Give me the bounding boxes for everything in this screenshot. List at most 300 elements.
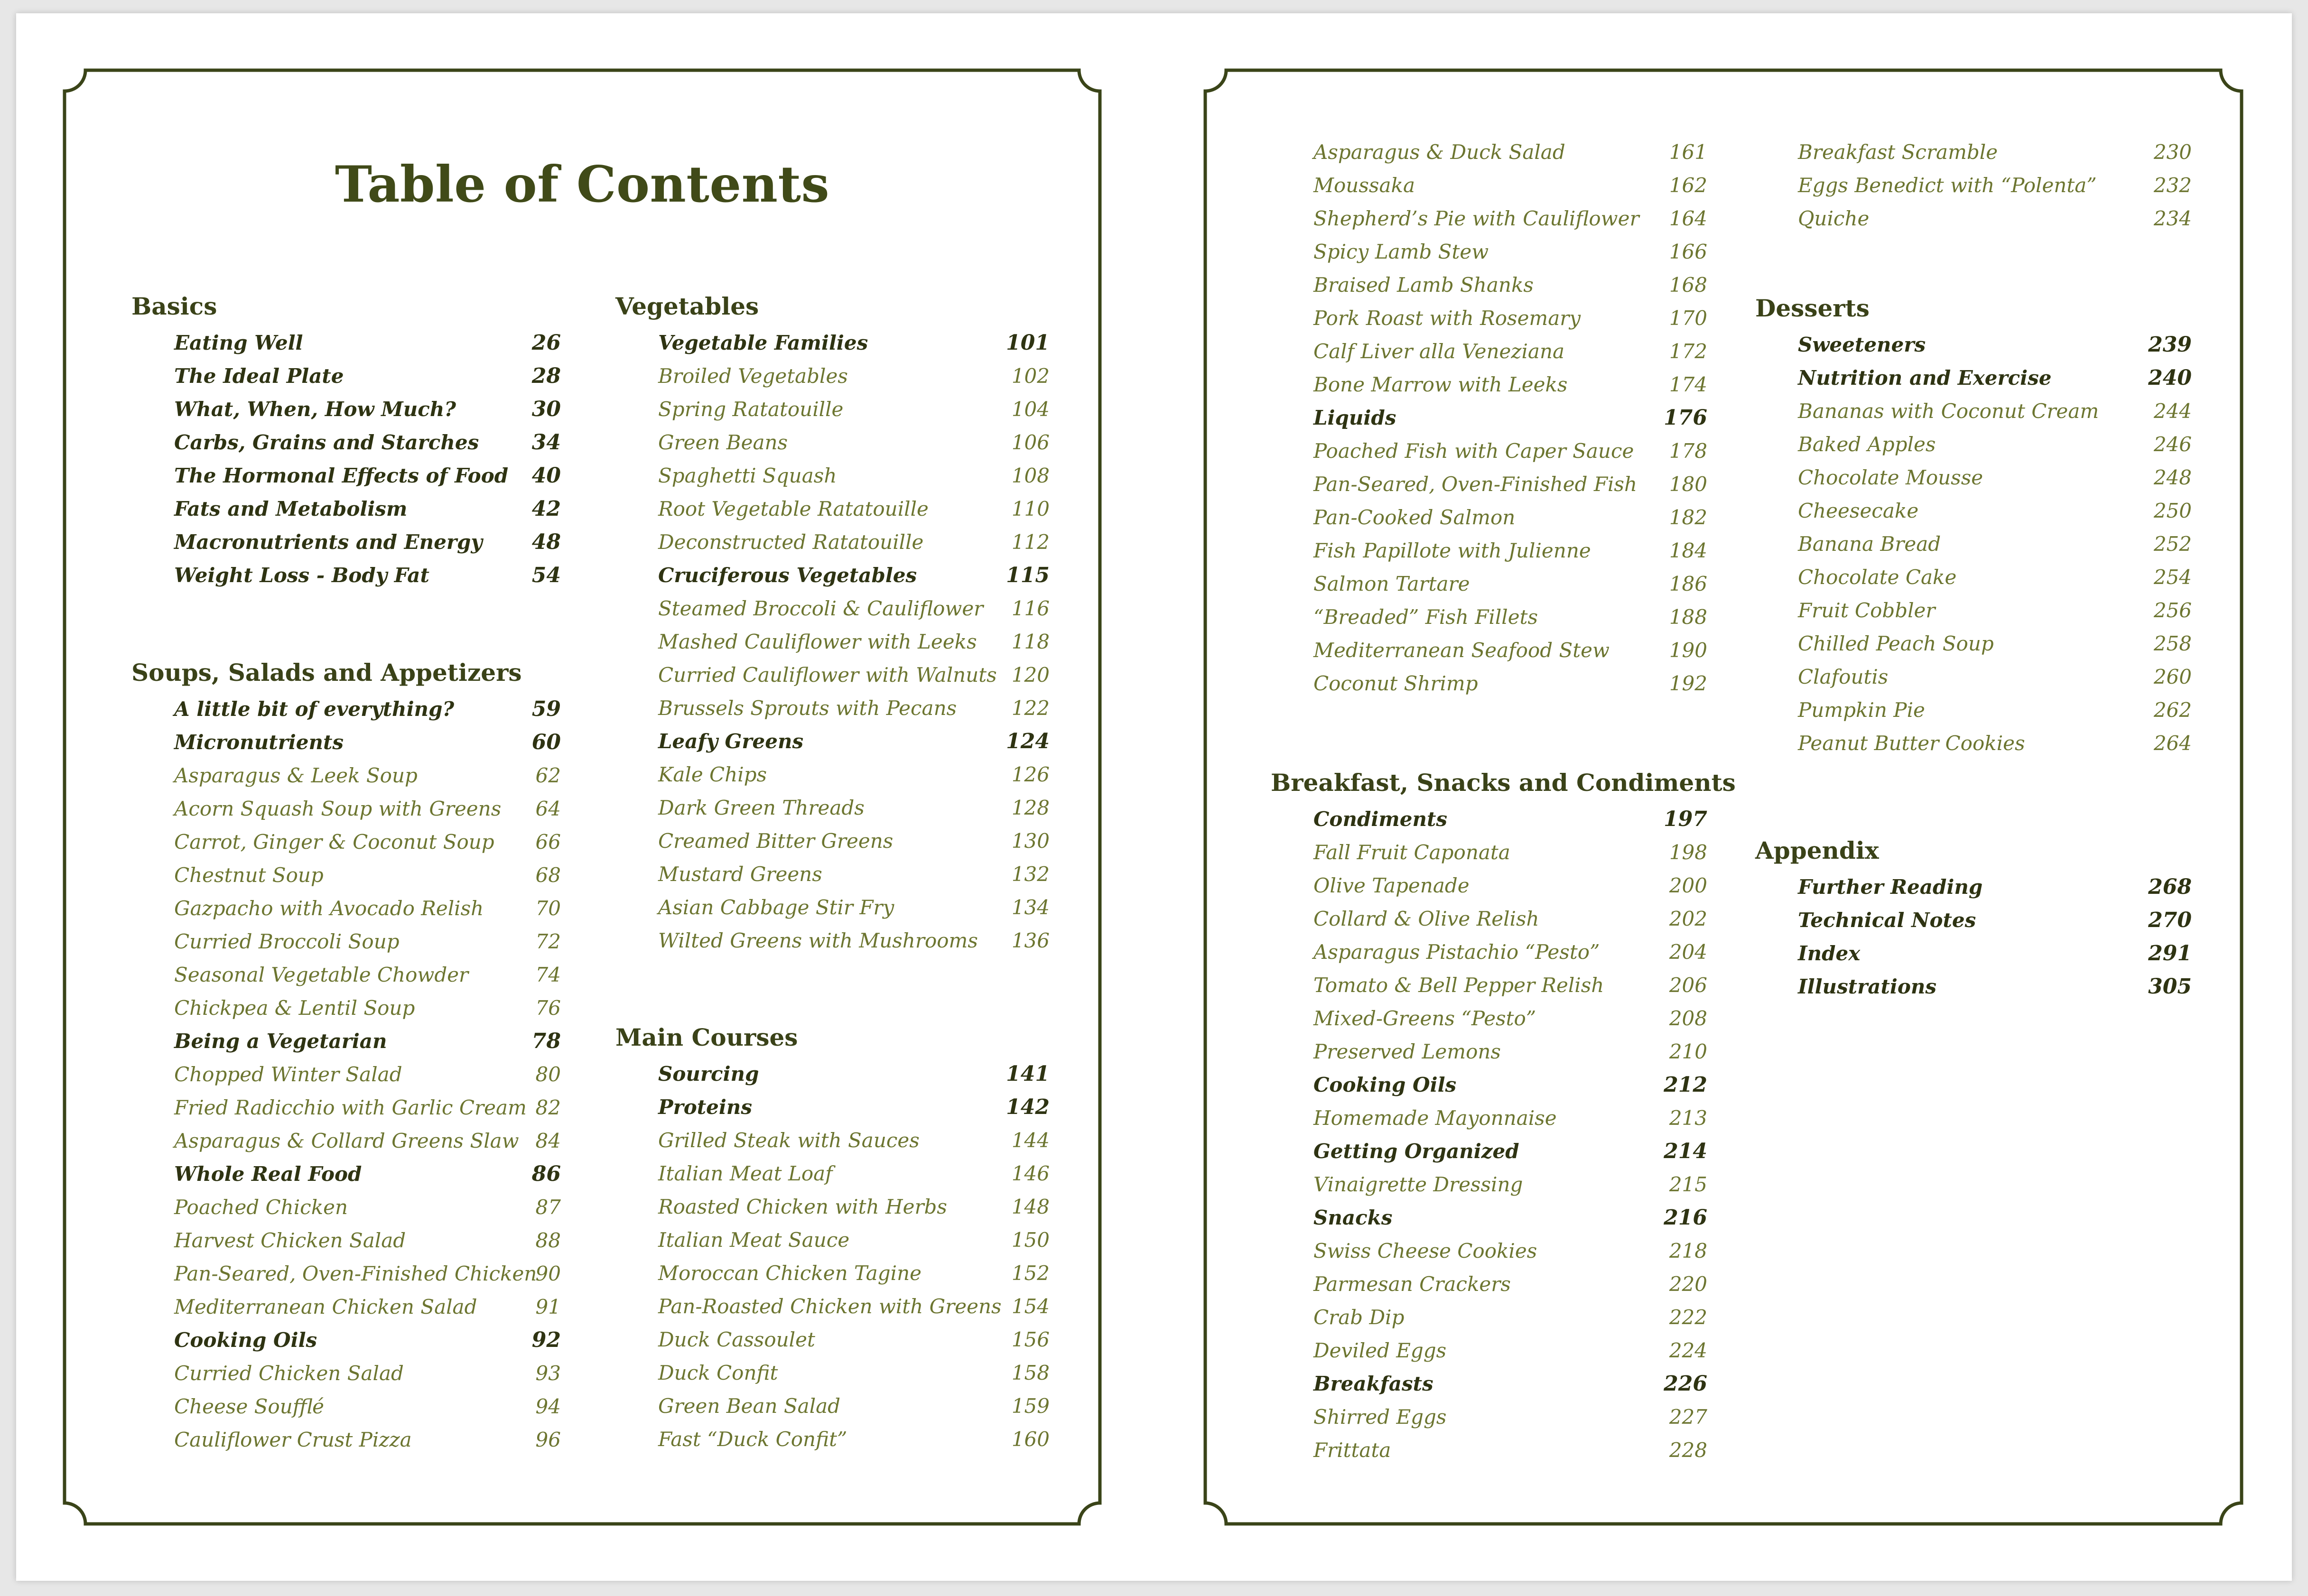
entry-page-number: 160 bbox=[1011, 1428, 1050, 1451]
toc-entry[interactable] bbox=[1271, 902, 1707, 936]
entry-page-number: 70 bbox=[535, 897, 561, 920]
toc-entry[interactable] bbox=[1755, 461, 2192, 494]
entry-page-number: 48 bbox=[531, 530, 561, 554]
toc-subheading-entry[interactable] bbox=[1271, 1201, 1707, 1234]
entry-page-number: 192 bbox=[1669, 672, 1707, 695]
toc-entry[interactable] bbox=[1755, 627, 2192, 660]
toc-entry[interactable] bbox=[1271, 1334, 1707, 1367]
toc-entry[interactable] bbox=[1271, 1234, 1707, 1268]
entry-title: Shirred Eggs bbox=[1313, 1405, 1447, 1429]
entry-title: Fats and Metabolism bbox=[174, 497, 408, 520]
toc-column-2 bbox=[615, 13, 1050, 1581]
toc-subheading-entry[interactable] bbox=[615, 1058, 1050, 1091]
toc-entry[interactable] bbox=[1271, 501, 1707, 534]
entry-page-number: 186 bbox=[1669, 572, 1707, 595]
toc-entry[interactable] bbox=[1271, 667, 1707, 700]
toc-entry[interactable] bbox=[615, 1224, 1050, 1257]
entry-page-number: 164 bbox=[1669, 207, 1707, 230]
entry-title: Illustrations bbox=[1798, 975, 1937, 998]
entry-title: Crab Dip bbox=[1313, 1306, 1405, 1329]
entry-title: Root Vegetable Ratatouille bbox=[658, 497, 929, 520]
toc-entry[interactable] bbox=[615, 924, 1050, 957]
entry-title: Breakfasts bbox=[1313, 1372, 1433, 1395]
entry-page-number: 232 bbox=[2153, 174, 2192, 197]
toc-entry[interactable] bbox=[1271, 202, 1707, 235]
toc-entry[interactable] bbox=[1271, 302, 1707, 335]
toc-entry[interactable] bbox=[615, 692, 1050, 725]
entry-page-number: 128 bbox=[1011, 796, 1050, 819]
toc-subheading-entry[interactable] bbox=[1755, 362, 2192, 395]
entry-page-number: 59 bbox=[531, 697, 561, 721]
entry-page-number: 214 bbox=[1664, 1139, 1707, 1163]
toc-entry[interactable] bbox=[615, 592, 1050, 625]
toc-subheading-entry[interactable] bbox=[131, 693, 561, 726]
entry-title: Vegetable Families bbox=[658, 331, 868, 354]
entry-title: Carrot, Ginger & Coconut Soup bbox=[174, 830, 494, 854]
entry-title: Chocolate Mousse bbox=[1798, 466, 1983, 489]
entry-title: Chocolate Cake bbox=[1798, 566, 1957, 589]
toc-entry[interactable] bbox=[131, 958, 561, 992]
toc-entry[interactable] bbox=[615, 1323, 1050, 1356]
entry-page-number: 118 bbox=[1011, 630, 1050, 653]
toc-subheading-entry[interactable] bbox=[131, 326, 561, 360]
entry-title: Curried Cauliflower with Walnuts bbox=[658, 663, 997, 687]
toc-entry[interactable] bbox=[615, 891, 1050, 924]
section-heading: Soups, Salads and Appetizers bbox=[131, 659, 522, 687]
entry-title: Asparagus & Collard Greens Slaw bbox=[174, 1129, 519, 1152]
entry-title: Curried Chicken Salad bbox=[174, 1362, 404, 1385]
entry-title: Gazpacho with Avocado Relish bbox=[174, 897, 484, 920]
toc-entry[interactable] bbox=[1271, 969, 1707, 1002]
toc-entry[interactable] bbox=[1271, 1102, 1707, 1135]
entry-title: Mashed Cauliflower with Leeks bbox=[658, 630, 977, 653]
entry-title: Chickpea & Lentil Soup bbox=[174, 996, 415, 1020]
toc-entry[interactable] bbox=[1271, 869, 1707, 902]
entry-page-number: 202 bbox=[1669, 907, 1707, 930]
entry-page-number: 93 bbox=[535, 1362, 561, 1385]
entry-title: Pan-Cooked Salmon bbox=[1313, 506, 1516, 529]
entry-page-number: 264 bbox=[2153, 732, 2192, 755]
entry-title: Green Beans bbox=[658, 431, 788, 454]
toc-entry[interactable] bbox=[1755, 428, 2192, 461]
toc-entry[interactable] bbox=[131, 1191, 561, 1224]
entry-title: Fast “Duck Confit” bbox=[658, 1428, 847, 1451]
toc-subheading-entry[interactable] bbox=[1755, 937, 2192, 970]
toc-entry[interactable] bbox=[131, 992, 561, 1025]
entry-title: “Breaded” Fish Fillets bbox=[1313, 605, 1538, 629]
toc-entry[interactable] bbox=[131, 892, 561, 925]
entry-page-number: 270 bbox=[2148, 908, 2192, 932]
entry-page-number: 40 bbox=[531, 464, 561, 488]
toc-entry[interactable] bbox=[615, 1157, 1050, 1190]
entry-title: Mediterranean Chicken Salad bbox=[174, 1295, 477, 1318]
entry-page-number: 60 bbox=[531, 730, 561, 754]
toc-subheading-entry[interactable] bbox=[1271, 1135, 1707, 1168]
toc-subheading-entry[interactable] bbox=[1755, 328, 2192, 362]
toc-subheading-entry[interactable] bbox=[131, 1158, 561, 1191]
entry-page-number: 152 bbox=[1011, 1262, 1050, 1285]
entry-title: Olive Tapenade bbox=[1313, 874, 1470, 897]
entry-title: Kale Chips bbox=[658, 763, 767, 786]
entry-title: Banana Bread bbox=[1798, 532, 1941, 556]
entry-page-number: 42 bbox=[531, 497, 561, 521]
entry-title: Fried Radicchio with Garlic Cream bbox=[174, 1096, 527, 1119]
entry-page-number: 142 bbox=[1006, 1095, 1050, 1119]
entry-title: Asparagus & Leek Soup bbox=[174, 764, 418, 787]
toc-entry[interactable] bbox=[1271, 269, 1707, 302]
toc-subheading-entry[interactable] bbox=[1755, 970, 2192, 1003]
entry-title: Fruit Cobbler bbox=[1798, 599, 1936, 622]
toc-entry[interactable] bbox=[1271, 235, 1707, 269]
entry-title: Bone Marrow with Leeks bbox=[1313, 373, 1568, 396]
toc-entry[interactable] bbox=[1271, 1002, 1707, 1035]
entry-page-number: 200 bbox=[1669, 874, 1707, 897]
toc-entry[interactable] bbox=[615, 526, 1050, 559]
entry-title: Coconut Shrimp bbox=[1313, 672, 1478, 695]
entry-page-number: 84 bbox=[535, 1129, 561, 1152]
entry-page-number: 252 bbox=[2153, 532, 2192, 556]
toc-section bbox=[1755, 136, 2192, 235]
toc-entry[interactable] bbox=[1271, 836, 1707, 869]
toc-entry[interactable] bbox=[131, 1058, 561, 1091]
entry-title: Pumpkin Pie bbox=[1798, 698, 1925, 722]
toc-entry[interactable] bbox=[131, 792, 561, 826]
entry-title: Cooking Oils bbox=[174, 1328, 317, 1352]
toc-entry[interactable] bbox=[1271, 1268, 1707, 1301]
entry-title: Sourcing bbox=[658, 1062, 759, 1086]
toc-entry[interactable] bbox=[615, 1356, 1050, 1390]
toc-entry[interactable] bbox=[1755, 660, 2192, 694]
toc-entry[interactable] bbox=[1755, 169, 2192, 202]
entry-page-number: 176 bbox=[1664, 406, 1707, 430]
entry-title: Deviled Eggs bbox=[1313, 1339, 1447, 1362]
toc-entry[interactable] bbox=[131, 925, 561, 958]
toc-entry[interactable] bbox=[615, 1257, 1050, 1290]
entry-title: A little bit of everything? bbox=[174, 697, 455, 721]
toc-entry[interactable] bbox=[1755, 202, 2192, 235]
toc-subheading-entry[interactable] bbox=[131, 1025, 561, 1058]
toc-entry[interactable] bbox=[1271, 601, 1707, 634]
entry-page-number: 190 bbox=[1669, 639, 1707, 662]
section-heading: Appendix bbox=[1755, 836, 1879, 864]
entry-page-number: 166 bbox=[1669, 240, 1707, 263]
entry-page-number: 91 bbox=[535, 1295, 561, 1318]
section-heading: Breakfast, Snacks and Condiments bbox=[1271, 769, 1736, 797]
toc-subheading-entry[interactable] bbox=[615, 725, 1050, 758]
entry-title: Collard & Olive Relish bbox=[1313, 907, 1539, 930]
toc-subheading-entry[interactable] bbox=[131, 726, 561, 759]
book-spread bbox=[16, 13, 2292, 1581]
toc-entry[interactable] bbox=[1271, 1168, 1707, 1201]
entry-page-number: 156 bbox=[1011, 1328, 1050, 1351]
entry-title: Parmesan Crackers bbox=[1313, 1272, 1511, 1296]
entry-page-number: 218 bbox=[1669, 1239, 1707, 1262]
entry-title: Acorn Squash Soup with Greens bbox=[174, 797, 502, 820]
entry-page-number: 28 bbox=[531, 364, 561, 388]
entry-page-number: 120 bbox=[1011, 663, 1050, 687]
entry-page-number: 124 bbox=[1006, 729, 1050, 753]
toc-entry[interactable] bbox=[131, 1091, 561, 1124]
toc-section bbox=[1755, 288, 2192, 760]
toc-entry[interactable] bbox=[1271, 634, 1707, 667]
toc-entry[interactable] bbox=[615, 492, 1050, 526]
toc-entry[interactable] bbox=[131, 1423, 561, 1457]
toc-entry[interactable] bbox=[1755, 694, 2192, 727]
toc-entry[interactable] bbox=[131, 759, 561, 792]
entry-page-number: 159 bbox=[1011, 1394, 1050, 1418]
entry-page-number: 82 bbox=[535, 1096, 561, 1119]
entry-title: Baked Apples bbox=[1798, 433, 1936, 456]
entry-page-number: 213 bbox=[1669, 1106, 1707, 1130]
entry-page-number: 96 bbox=[535, 1428, 561, 1451]
toc-column-4 bbox=[1755, 13, 2192, 1581]
toc-entry[interactable] bbox=[615, 625, 1050, 659]
toc-entry[interactable] bbox=[131, 1390, 561, 1423]
entry-title: Macronutrients and Energy bbox=[174, 530, 483, 554]
toc-entry[interactable] bbox=[1271, 1301, 1707, 1334]
entry-page-number: 144 bbox=[1011, 1129, 1050, 1152]
toc-subheading-entry[interactable] bbox=[1271, 401, 1707, 435]
toc-subheading-entry[interactable] bbox=[131, 360, 561, 393]
toc-entry[interactable] bbox=[131, 1357, 561, 1390]
entry-title: Creamed Bitter Greens bbox=[658, 829, 893, 853]
entry-page-number: 250 bbox=[2153, 499, 2192, 522]
entry-page-number: 92 bbox=[531, 1328, 561, 1352]
toc-entry[interactable] bbox=[1271, 534, 1707, 567]
entry-title: Chopped Winter Salad bbox=[174, 1063, 402, 1086]
entry-title: Fish Papillote with Julienne bbox=[1313, 539, 1591, 562]
toc-entry[interactable] bbox=[1755, 561, 2192, 594]
entry-page-number: 180 bbox=[1669, 473, 1707, 496]
toc-subheading-entry[interactable] bbox=[615, 326, 1050, 360]
entry-title: Carbs, Grains and Starches bbox=[174, 431, 479, 454]
entry-page-number: 108 bbox=[1011, 464, 1050, 487]
entry-page-number: 258 bbox=[2153, 632, 2192, 655]
entry-page-number: 161 bbox=[1669, 140, 1707, 164]
entry-page-number: 170 bbox=[1669, 306, 1707, 330]
toc-subheading-entry[interactable] bbox=[131, 492, 561, 526]
entry-page-number: 262 bbox=[2153, 698, 2192, 722]
toc-subheading-entry[interactable] bbox=[131, 459, 561, 492]
entry-page-number: 174 bbox=[1669, 373, 1707, 396]
entry-page-number: 141 bbox=[1006, 1062, 1050, 1086]
entry-page-number: 104 bbox=[1011, 398, 1050, 421]
toc-entry[interactable] bbox=[1271, 335, 1707, 368]
entry-title: Whole Real Food bbox=[174, 1162, 362, 1186]
toc-entry[interactable] bbox=[1271, 1401, 1707, 1434]
entry-page-number: 80 bbox=[535, 1063, 561, 1086]
section-heading: Main Courses bbox=[615, 1023, 798, 1051]
toc-entry[interactable] bbox=[615, 858, 1050, 891]
toc-subheading-entry[interactable] bbox=[615, 559, 1050, 592]
entry-title: Sweeteners bbox=[1798, 333, 1926, 356]
entry-page-number: 68 bbox=[535, 863, 561, 887]
toc-entry[interactable] bbox=[131, 826, 561, 859]
entry-title: Cheese Soufflé bbox=[174, 1395, 325, 1418]
entry-page-number: 86 bbox=[531, 1162, 561, 1186]
entry-page-number: 162 bbox=[1669, 174, 1707, 197]
entry-title: Curried Broccoli Soup bbox=[174, 930, 400, 953]
toc-entry[interactable] bbox=[615, 1124, 1050, 1157]
entry-title: Asparagus & Duck Salad bbox=[1313, 140, 1565, 164]
toc-subheading-entry[interactable] bbox=[1271, 1367, 1707, 1401]
toc-entry[interactable] bbox=[615, 1390, 1050, 1423]
entry-title: Getting Organized bbox=[1313, 1140, 1519, 1163]
toc-entry[interactable] bbox=[615, 825, 1050, 858]
toc-entry[interactable] bbox=[131, 1224, 561, 1257]
entry-title: Cooking Oils bbox=[1313, 1073, 1457, 1096]
toc-subheading-entry[interactable] bbox=[1271, 803, 1707, 836]
entry-title: Peanut Butter Cookies bbox=[1798, 732, 2025, 755]
section-heading: Basics bbox=[131, 292, 217, 320]
entry-title: Homemade Mayonnaise bbox=[1313, 1106, 1557, 1130]
entry-page-number: 305 bbox=[2148, 974, 2192, 999]
entry-title: Snacks bbox=[1313, 1206, 1393, 1229]
toc-entry[interactable] bbox=[1271, 1434, 1707, 1467]
entry-title: Micronutrients bbox=[174, 731, 344, 754]
entry-page-number: 101 bbox=[1006, 331, 1050, 355]
entry-page-number: 148 bbox=[1011, 1195, 1050, 1218]
toc-entry[interactable] bbox=[615, 758, 1050, 791]
entry-title: Roasted Chicken with Herbs bbox=[658, 1195, 947, 1218]
toc-entry[interactable] bbox=[1271, 936, 1707, 969]
toc-subheading-entry[interactable] bbox=[615, 1091, 1050, 1124]
entry-title: Breakfast Scramble bbox=[1798, 140, 1998, 164]
entry-page-number: 146 bbox=[1011, 1162, 1050, 1185]
entry-page-number: 222 bbox=[1669, 1306, 1707, 1329]
entry-title: Fall Fruit Caponata bbox=[1313, 841, 1510, 864]
toc-entry[interactable] bbox=[1271, 368, 1707, 401]
toc-subheading-entry[interactable] bbox=[1755, 871, 2192, 904]
entry-title: Liquids bbox=[1313, 406, 1396, 429]
toc-section bbox=[1271, 136, 1707, 700]
entry-page-number: 30 bbox=[531, 397, 561, 421]
entry-title: Eating Well bbox=[174, 331, 303, 354]
toc-entry[interactable] bbox=[1271, 435, 1707, 468]
entry-page-number: 102 bbox=[1011, 364, 1050, 388]
entry-page-number: 115 bbox=[1006, 563, 1050, 587]
entry-title: Spaghetti Squash bbox=[658, 464, 837, 487]
toc-subheading-entry[interactable] bbox=[131, 426, 561, 459]
entry-page-number: 154 bbox=[1011, 1295, 1050, 1318]
toc-entry[interactable] bbox=[131, 1290, 561, 1324]
entry-title: Tomato & Bell Pepper Relish bbox=[1313, 974, 1604, 997]
entry-page-number: 268 bbox=[2148, 875, 2192, 899]
toc-entry[interactable] bbox=[1755, 528, 2192, 561]
toc-subheading-entry[interactable] bbox=[1271, 1068, 1707, 1102]
toc-entry[interactable] bbox=[1755, 727, 2192, 760]
toc-subheading-entry[interactable] bbox=[131, 1324, 561, 1357]
toc-entry[interactable] bbox=[615, 360, 1050, 393]
entry-page-number: 34 bbox=[531, 430, 561, 455]
entry-page-number: 260 bbox=[2153, 665, 2192, 688]
toc-section bbox=[615, 1018, 1050, 1456]
toc-entry[interactable] bbox=[615, 791, 1050, 825]
entry-title: Duck Confit bbox=[658, 1361, 778, 1384]
toc-entry[interactable] bbox=[615, 426, 1050, 459]
entry-title: Moroccan Chicken Tagine bbox=[658, 1262, 922, 1285]
toc-entry[interactable] bbox=[1271, 1035, 1707, 1068]
entry-page-number: 62 bbox=[535, 764, 561, 787]
toc-subheading-entry[interactable] bbox=[131, 393, 561, 426]
toc-entry[interactable] bbox=[615, 393, 1050, 426]
entry-title: Bananas with Coconut Cream bbox=[1798, 399, 2099, 423]
toc-section bbox=[131, 287, 561, 592]
toc-subheading-entry[interactable] bbox=[131, 526, 561, 559]
entry-title: Seasonal Vegetable Chowder bbox=[174, 963, 469, 986]
toc-entry[interactable] bbox=[615, 1423, 1050, 1456]
entry-page-number: 130 bbox=[1011, 829, 1050, 853]
toc-entry[interactable] bbox=[1755, 494, 2192, 528]
entry-page-number: 72 bbox=[535, 930, 561, 953]
entry-page-number: 212 bbox=[1664, 1073, 1707, 1097]
entry-page-number: 246 bbox=[2153, 433, 2192, 456]
toc-entry[interactable] bbox=[615, 1190, 1050, 1224]
entry-page-number: 87 bbox=[535, 1196, 561, 1219]
page-title: Table of Contents bbox=[335, 155, 830, 213]
entry-title: Italian Meat Loaf bbox=[658, 1162, 833, 1185]
entry-title: Quiche bbox=[1798, 207, 1870, 230]
toc-entry[interactable] bbox=[1271, 567, 1707, 601]
toc-entry[interactable] bbox=[1755, 594, 2192, 627]
entry-title: Wilted Greens with Mushrooms bbox=[658, 929, 978, 952]
toc-entry[interactable] bbox=[131, 1124, 561, 1158]
entry-page-number: 228 bbox=[1669, 1438, 1707, 1462]
entry-title: Green Bean Salad bbox=[658, 1394, 841, 1418]
toc-entry[interactable] bbox=[615, 1290, 1050, 1323]
toc-entry[interactable] bbox=[1271, 169, 1707, 202]
toc-entry[interactable] bbox=[1755, 136, 2192, 169]
entry-page-number: 291 bbox=[2148, 941, 2192, 965]
entry-page-number: 26 bbox=[531, 331, 561, 355]
toc-subheading-entry[interactable] bbox=[131, 559, 561, 592]
entry-title: Further Reading bbox=[1798, 875, 1983, 899]
toc-section bbox=[1271, 763, 1736, 1467]
entry-page-number: 256 bbox=[2153, 599, 2192, 622]
toc-entry[interactable] bbox=[615, 659, 1050, 692]
toc-subheading-entry[interactable] bbox=[1755, 904, 2192, 937]
entry-page-number: 66 bbox=[535, 830, 561, 854]
entry-title: Steamed Broccoli & Cauliflower bbox=[658, 597, 984, 620]
entry-title: Chestnut Soup bbox=[174, 863, 324, 887]
entry-title: Spring Ratatouille bbox=[658, 398, 844, 421]
entry-page-number: 198 bbox=[1669, 841, 1707, 864]
entry-title: Broiled Vegetables bbox=[658, 364, 848, 388]
entry-page-number: 116 bbox=[1011, 597, 1050, 620]
entry-page-number: 134 bbox=[1011, 896, 1050, 919]
toc-entry[interactable] bbox=[615, 459, 1050, 492]
entry-title: Cruciferous Vegetables bbox=[658, 564, 917, 587]
toc-entry[interactable] bbox=[1755, 395, 2192, 428]
toc-entry[interactable] bbox=[131, 1257, 561, 1290]
entry-page-number: 90 bbox=[535, 1262, 561, 1285]
entry-title: Technical Notes bbox=[1798, 909, 1976, 932]
entry-page-number: 234 bbox=[2153, 207, 2192, 230]
entry-title: Vinaigrette Dressing bbox=[1313, 1173, 1523, 1196]
entry-title: Dark Green Threads bbox=[658, 796, 865, 819]
entry-title: Eggs Benedict with “Polenta” bbox=[1798, 174, 2097, 197]
entry-page-number: 106 bbox=[1011, 431, 1050, 454]
toc-entry[interactable] bbox=[131, 859, 561, 892]
entry-title: Grilled Steak with Sauces bbox=[658, 1129, 920, 1152]
entry-page-number: 248 bbox=[2153, 466, 2192, 489]
entry-title: Mediterranean Seafood Stew bbox=[1313, 639, 1610, 662]
toc-entry[interactable] bbox=[1271, 468, 1707, 501]
entry-page-number: 240 bbox=[2148, 366, 2192, 390]
entry-page-number: 122 bbox=[1011, 696, 1050, 720]
entry-page-number: 220 bbox=[1669, 1272, 1707, 1296]
toc-entry[interactable] bbox=[1271, 136, 1707, 169]
